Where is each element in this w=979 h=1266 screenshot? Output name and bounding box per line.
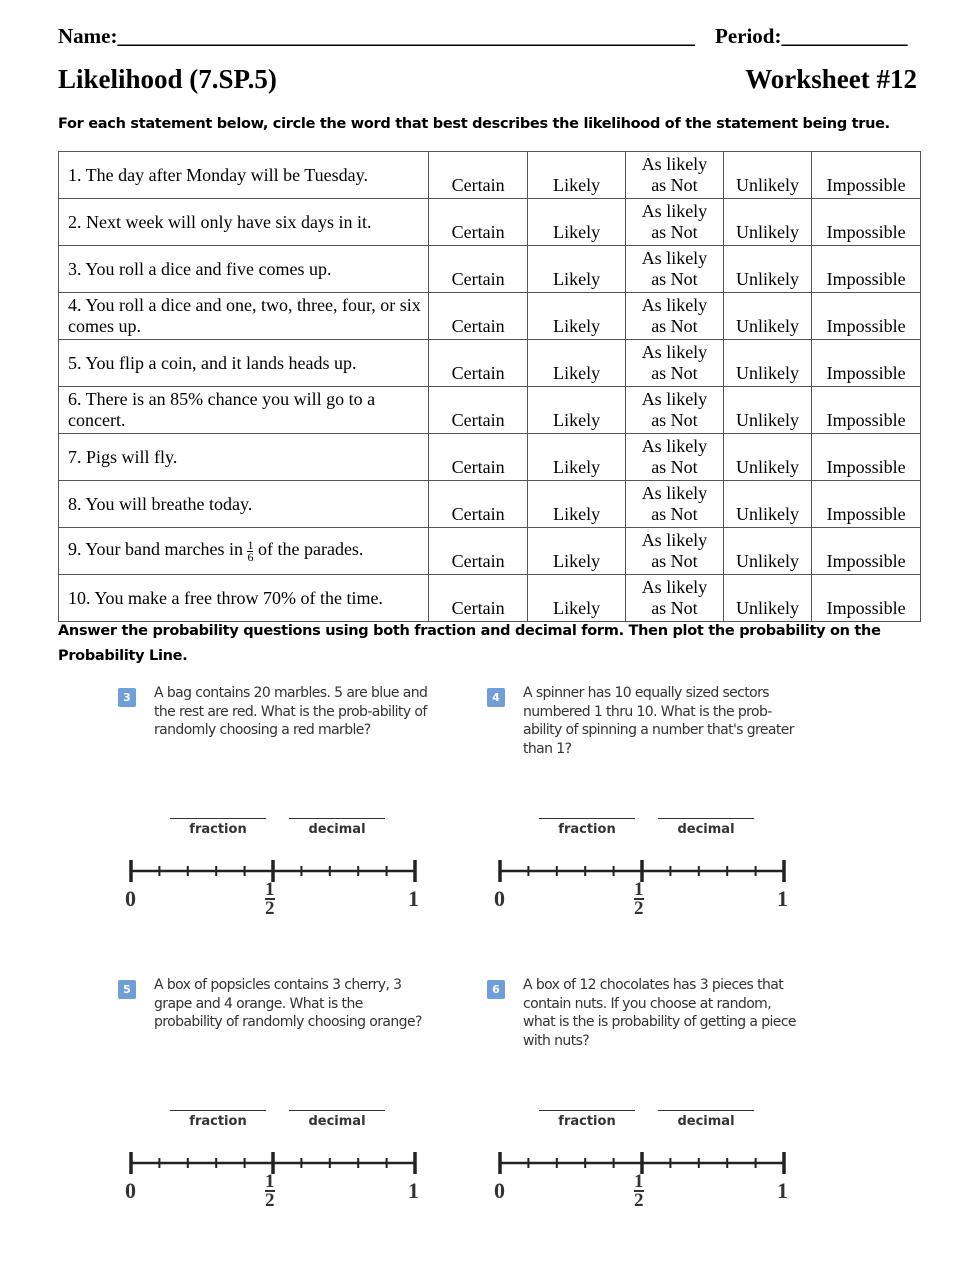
choice-label: As likely [641,436,708,456]
label-half [265,1173,275,1209]
choice-label: Likely [553,222,601,242]
choice-impossible[interactable] [812,246,921,293]
instructions-likelihood: For each statement below, circle the word that best describes the likelihood of the statement being true. [58,116,890,132]
statement-text: 4. You roll a dice and one, two, three, four, or six comes up. [68,295,421,336]
statement-cell [59,434,429,481]
choice-impossible[interactable] [812,199,921,246]
table-row [59,387,921,434]
problem-number-badge: 5 [118,980,136,999]
choice-label: As likely [641,248,708,268]
choice-label: Impossible [826,457,906,477]
choice-label: Certain [451,175,505,195]
choice-likely[interactable] [527,246,625,293]
label-zero: 0 [494,886,505,911]
choice-label: As likely [641,577,708,597]
choice-likely[interactable] [527,575,625,622]
choice-label: Impossible [826,504,906,524]
statement-text: 6. There is an 85% chance you will go to a concert. [68,389,376,430]
choice-certain[interactable] [429,528,527,575]
choice-label: Impossible [826,316,906,336]
label-zero: 0 [494,1178,505,1203]
half-numerator: 1 [634,1171,644,1192]
name-label: Name: [58,24,118,48]
choice-impossible[interactable] [812,481,921,528]
statement-text-after: of the parades. [257,539,364,560]
instructions-probability: Answer the probability questions using both fraction and decimal form. Then plot the probability on the Probability Line. [58,623,881,664]
table-row [59,340,921,387]
problem-text: A box of 12 chocolates has 3 pieces that contain nuts. If you choose at random, what is the is probability of getting a piece with nuts? [523,977,796,1049]
choice-impossible[interactable] [812,293,921,340]
choice-label: As likely [641,389,708,409]
choice-unlikely[interactable] [723,387,812,434]
statement-text: 7. Pigs will fly. [68,446,178,467]
problem-number-badge: 4 [487,688,505,707]
statement-cell [59,575,429,622]
choice-label: Likely [553,363,601,383]
choice-label: Unlikely [735,222,799,242]
choice-label: As likely [641,530,708,550]
table-row [59,528,921,575]
choice-label: Certain [451,222,505,242]
choice-impossible[interactable] [812,434,921,481]
half-denominator: 2 [265,1190,275,1211]
choice-likely[interactable] [527,528,625,575]
table-row [59,481,921,528]
choice-label: Certain [451,598,505,618]
choice-label: Unlikely [735,551,799,571]
choice-impossible[interactable] [812,387,921,434]
statement-cell [59,293,429,340]
half-denominator: 2 [265,898,275,919]
choice-as-likely-as-not[interactable] [626,246,723,293]
choice-likely[interactable] [527,434,625,481]
name-blank[interactable]: _______________________________________________________ [117,24,695,48]
choice-impossible[interactable] [812,152,921,199]
fraction-answer-blank[interactable] [170,818,266,819]
name-field[interactable] [58,24,695,49]
problem-5 [118,977,488,1266]
fraction-label: fraction [189,1114,247,1129]
choice-label: As likely [641,342,708,362]
choice-unlikely[interactable] [723,293,812,340]
choice-label: Unlikely [735,598,799,618]
choice-certain[interactable] [429,152,527,199]
decimal-answer-blank[interactable] [289,1110,385,1111]
half-denominator: 2 [634,898,644,919]
choice-label: Likely [553,269,601,289]
problem-4 [487,685,857,988]
fraction-denominator: 6 [247,549,254,564]
choice-label: Likely [553,551,601,571]
decimal-answer-blank[interactable] [289,818,385,819]
choice-label: Unlikely [735,363,799,383]
page-title: Likelihood (7.SP.5) [58,64,277,94]
choice-unlikely[interactable] [723,481,812,528]
period-blank[interactable]: ____________ [781,24,908,48]
choice-label: Certain [451,316,505,336]
choice-impossible[interactable] [812,575,921,622]
choice-label: Certain [451,410,505,430]
fraction [247,537,254,564]
choice-likely[interactable] [527,481,625,528]
period-field[interactable] [715,24,907,49]
label-half [634,1173,644,1209]
choice-label: Unlikely [735,269,799,289]
choice-label: Likely [553,598,601,618]
label-one: 1 [777,1178,788,1203]
choice-label: as Not [651,598,698,618]
choice-label: Impossible [826,598,906,618]
decimal-label: decimal [308,822,366,837]
choice-as-likely-as-not[interactable] [626,152,723,199]
choice-label: Likely [553,316,601,336]
choice-likely[interactable] [527,387,625,434]
choice-likely[interactable] [527,199,625,246]
choice-label: as Not [651,551,698,571]
problem-3 [118,685,488,988]
decimal-answer-blank[interactable] [658,1110,754,1111]
choice-unlikely[interactable] [723,199,812,246]
choice-unlikely[interactable] [723,434,812,481]
statement-text: 3. You roll a dice and five comes up. [68,258,332,279]
statement-text: 10. You make a free throw 70% of the time. [68,587,383,608]
worksheet-number: Worksheet #12 [745,64,917,94]
choice-impossible[interactable] [812,528,921,575]
label-half [634,881,644,917]
choice-certain[interactable] [429,575,527,622]
statement-cell [59,387,429,434]
choice-certain[interactable] [429,387,527,434]
decimal-label: decimal [677,822,735,837]
choice-label: as Not [651,175,698,195]
fraction-answer-blank[interactable] [539,1110,635,1111]
table-row [59,152,921,199]
probability-number-line[interactable] [128,1150,428,1180]
choice-as-likely-as-not[interactable] [626,481,723,528]
choice-label: As likely [641,483,708,503]
problem-text: A spinner has 10 equally sized sectors numbered 1 thru 10. What is the prob-ability of spinning a number that's greater than 1? [523,685,794,757]
likelihood-table [58,151,921,622]
table-row [59,246,921,293]
choice-certain[interactable] [429,434,527,481]
period-label: Period: [715,24,782,48]
choice-label: as Not [651,363,698,383]
choice-unlikely[interactable] [723,152,812,199]
choice-as-likely-as-not[interactable] [626,340,723,387]
choice-label: Likely [553,504,601,524]
table-row [59,293,921,340]
choice-label: as Not [651,410,698,430]
statement-cell [59,340,429,387]
choice-as-likely-as-not[interactable] [626,293,723,340]
decimal-answer-blank[interactable] [658,818,754,819]
choice-label: as Not [651,457,698,477]
half-denominator: 2 [634,1190,644,1211]
choice-as-likely-as-not[interactable] [626,575,723,622]
label-zero: 0 [125,1178,136,1203]
choice-impossible[interactable] [812,340,921,387]
half-numerator: 1 [265,1171,275,1192]
choice-label: As likely [641,295,708,315]
choice-unlikely[interactable] [723,340,812,387]
choice-as-likely-as-not[interactable] [626,528,723,575]
choice-label: As likely [641,154,708,174]
choice-certain[interactable] [429,481,527,528]
choice-unlikely[interactable] [723,246,812,293]
choice-label: as Not [651,222,698,242]
statement-cell [59,246,429,293]
problem-text: A bag contains 20 marbles. 5 are blue and the rest are red. What is the prob-ability of randomly choosing a red marble? [154,685,428,738]
fraction-label: fraction [558,822,616,837]
choice-label: Impossible [826,363,906,383]
choice-label: Impossible [826,551,906,571]
choice-unlikely[interactable] [723,575,812,622]
table-row [59,434,921,481]
choice-certain[interactable] [429,246,527,293]
choice-label: as Not [651,269,698,289]
choice-label: Certain [451,551,505,571]
choice-label: as Not [651,316,698,336]
choice-label: Unlikely [735,504,799,524]
probability-number-line[interactable] [128,858,428,888]
choice-label: As likely [641,201,708,221]
choice-label: Certain [451,363,505,383]
problem-number-badge: 6 [487,980,505,999]
choice-label: as Not [651,504,698,524]
choice-certain[interactable] [429,340,527,387]
statement-cell [59,481,429,528]
choice-certain[interactable] [429,293,527,340]
choice-certain[interactable] [429,199,527,246]
label-one: 1 [408,1178,419,1203]
choice-unlikely[interactable] [723,528,812,575]
label-one: 1 [777,886,788,911]
choice-likely[interactable] [527,340,625,387]
problem-6 [487,977,857,1266]
table-row [59,575,921,622]
choice-label: Likely [553,410,601,430]
label-zero: 0 [125,886,136,911]
statement-text: 5. You flip a coin, and it lands heads up. [68,352,357,373]
choice-label: Unlikely [735,316,799,336]
table-row [59,199,921,246]
fraction-answer-blank[interactable] [539,818,635,819]
choice-likely[interactable] [527,152,625,199]
choice-label: Impossible [826,175,906,195]
decimal-label: decimal [308,1114,366,1129]
choice-label: Unlikely [735,457,799,477]
choice-label: Likely [553,175,601,195]
half-numerator: 1 [265,879,275,900]
fraction-answer-blank[interactable] [170,1110,266,1111]
choice-label: Certain [451,457,505,477]
choice-label: Certain [451,504,505,524]
statement-text: 1. The day after Monday will be Tuesday. [68,164,368,185]
choice-label: Impossible [826,222,906,242]
choice-label: Certain [451,269,505,289]
decimal-label: decimal [677,1114,735,1129]
choice-as-likely-as-not[interactable] [626,199,723,246]
choice-label: Likely [553,457,601,477]
choice-label: Unlikely [735,410,799,430]
choice-as-likely-as-not[interactable] [626,387,723,434]
choice-label: Unlikely [735,175,799,195]
statement-cell [59,528,429,575]
fraction-numerator: 1 [247,537,254,552]
fraction-label: fraction [189,822,247,837]
statement-text: 2. Next week will only have six days in it. [68,211,372,232]
statement-text: 8. You will breathe today. [68,493,253,514]
label-half [265,881,275,917]
choice-as-likely-as-not[interactable] [626,434,723,481]
fraction-label: fraction [558,1114,616,1129]
problem-number-badge: 3 [118,688,136,707]
probability-number-line[interactable] [497,858,797,888]
statement-cell [59,199,429,246]
choice-label: Impossible [826,269,906,289]
problem-text: A box of popsicles contains 3 cherry, 3 grape and 4 orange. What is the probability of randomly choosing orange? [154,977,422,1030]
probability-number-line[interactable] [497,1150,797,1180]
choice-label: Impossible [826,410,906,430]
half-numerator: 1 [634,879,644,900]
label-one: 1 [408,886,419,911]
statement-cell [59,152,429,199]
statement-text: 9. Your band marches in [68,539,243,560]
choice-likely[interactable] [527,293,625,340]
